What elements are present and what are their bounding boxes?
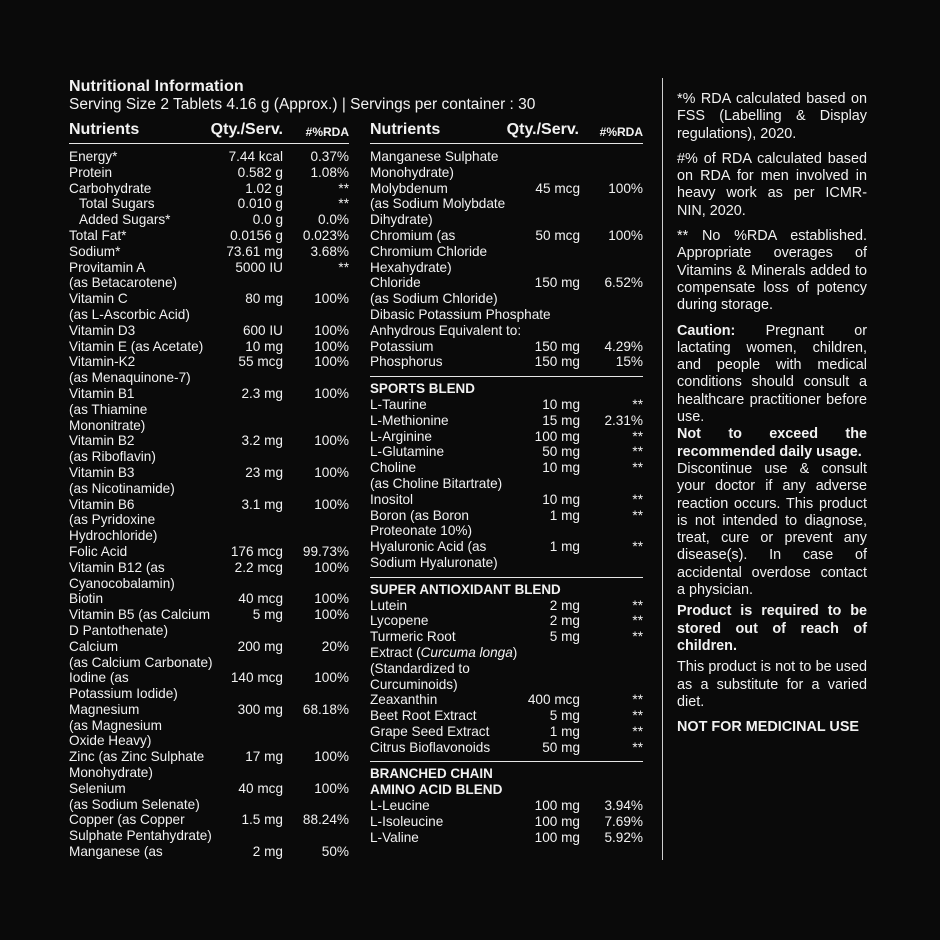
nutrient-qty: 23 mg — [245, 464, 283, 480]
nutrient-row — [370, 291, 643, 307]
nutrient-name: L-Arginine — [370, 428, 432, 444]
nutrient-name: (as Magnesium — [69, 717, 162, 733]
nutrient-name: Magnesium — [69, 701, 140, 717]
nutrient-row — [370, 724, 643, 740]
nutrient-qty: 55 mcg — [238, 354, 283, 370]
nutrient-name: Choline — [370, 460, 417, 476]
nutrient-row — [370, 307, 643, 323]
nutrient-rda: ** — [632, 491, 643, 507]
nutrient-rda: 68.18% — [302, 701, 349, 717]
nutrient-row — [69, 686, 349, 702]
nutrient-row — [69, 828, 349, 844]
nutrient-name: (as Betacarotene) — [69, 275, 178, 291]
nutrient-rda: 100% — [314, 780, 349, 796]
nutrient-name: Iodine (as — [69, 670, 129, 686]
nutrient-row — [69, 370, 349, 386]
nutrient-name: Vitamin D3 — [69, 322, 136, 338]
blend-section-title: AMINO ACID BLEND — [370, 782, 503, 798]
nutrient-row — [69, 339, 349, 355]
nutrient-qty: 100 mg — [534, 829, 580, 845]
nutrient-rda: 100% — [314, 385, 349, 401]
nutrient-qty: 1 mg — [549, 507, 580, 523]
nutrient-qty: 5 mg — [549, 708, 580, 724]
nutrient-row — [69, 418, 349, 434]
nutrient-rda: 100% — [314, 338, 349, 354]
nutrient-row — [69, 481, 349, 497]
nutrient-name: Calcium — [69, 638, 119, 654]
nutrient-row — [370, 323, 643, 339]
nutrient-qty: 1.5 mg — [241, 812, 283, 828]
nutrient-row — [69, 812, 349, 828]
nutrient-rda: ** — [632, 460, 643, 476]
nutrient-qty: 5 mg — [252, 607, 283, 623]
nutrient-rda: 100% — [608, 180, 643, 196]
nutrient-rda: 0.37% — [310, 149, 349, 164]
nutrient-name: (as Calcium Carbonate) — [69, 654, 213, 670]
nutrient-name: Turmeric Root — [370, 629, 456, 645]
nutrient-row — [370, 814, 643, 830]
nutrient-qty: 80 mg — [245, 291, 283, 307]
nutrient-rda: ** — [338, 196, 349, 212]
nutrient-qty: 50 mcg — [535, 227, 580, 243]
nutrient-qty: 17 mg — [245, 749, 283, 765]
nutrient-row — [370, 397, 643, 413]
label-header — [69, 78, 649, 114]
nutrient-name: Total Fat* — [69, 227, 127, 243]
nutrient-row — [69, 149, 349, 165]
nutrient-name: Total Sugars — [79, 196, 155, 212]
nutrient-qty: 400 mcg — [527, 692, 580, 708]
nutrient-name: (as Choline Bitartrate) — [370, 475, 503, 491]
nutrient-name: Vitamin E (as Acetate) — [69, 338, 204, 354]
nutrient-name: Extract (Curcuma longa) — [370, 644, 518, 660]
nutrient-row — [69, 560, 349, 576]
nutrient-qty: 73.61 mg — [226, 243, 283, 259]
nutrient-name: Citrus Bioflavonoids — [370, 739, 491, 755]
nutrient-row — [370, 645, 643, 661]
nutrient-qty: 600 IU — [242, 322, 283, 338]
nutrient-rda: 7.69% — [604, 813, 643, 829]
nutrient-row — [370, 413, 643, 429]
blend-section-title: BRANCHED CHAIN — [370, 761, 643, 782]
nutrient-row — [370, 740, 643, 756]
column-divider — [662, 78, 663, 860]
nutrient-row — [370, 798, 643, 814]
nutrient-row — [69, 354, 349, 370]
nutrient-row — [370, 677, 643, 693]
nutrient-rda: ** — [338, 259, 349, 275]
nutrient-name: Sulphate Pentahydrate) — [69, 828, 212, 844]
header-nutrients: Nutrients — [370, 121, 441, 138]
nutrient-row — [69, 639, 349, 655]
nutrient-qty: 7.44 kcal — [228, 149, 283, 164]
nutrient-name: L-Leucine — [370, 798, 430, 814]
nutrient-name: Mononitrate) — [69, 417, 146, 433]
nutrient-rda: 5.92% — [604, 829, 643, 845]
column-header — [370, 119, 643, 144]
nutrient-name: (as Sodium Molybdate — [370, 196, 506, 212]
nutrient-name: Sodium Hyaluronate) — [370, 554, 498, 570]
nutrient-name: Hydrochloride) — [69, 528, 158, 544]
nutrient-row — [370, 613, 643, 629]
nutrient-name: Added Sugars* — [79, 212, 171, 228]
nutrient-rda: ** — [632, 723, 643, 739]
nutrient-row — [370, 429, 643, 445]
nutrient-name: (as Nicotinamide) — [69, 480, 175, 496]
nutrient-name: Vitamin B3 — [69, 464, 135, 480]
nutrient-rda: 100% — [314, 322, 349, 338]
nutrient-qty: 10 mg — [542, 491, 580, 507]
nutrient-name: Chloride — [370, 275, 421, 291]
nutrient-row — [69, 623, 349, 639]
header-rda: #%RDA — [305, 125, 349, 139]
nutrient-rda: ** — [632, 539, 643, 555]
nutrient-rda: 0.023% — [302, 227, 349, 243]
nutrient-column-middle — [370, 119, 643, 845]
nutrient-row — [69, 512, 349, 528]
note-discontinue: Discontinue use & consult your doctor if any adverse reaction occurs. This product is not intended to diagnose, treat, cure or prevent any disease(s). In case of accidental overdose contact a physician. — [677, 460, 867, 599]
notes-column — [677, 91, 867, 744]
nutrient-row — [69, 402, 349, 418]
nutrient-name: (as L-Ascorbic Acid) — [69, 306, 190, 322]
nutrient-row — [370, 661, 643, 677]
nutrient-qty: 140 mcg — [230, 670, 283, 686]
nutrient-qty: 176 mcg — [230, 543, 283, 559]
nutrient-qty: 2.3 mg — [241, 385, 283, 401]
nutrient-name: Proteonate 10%) — [370, 523, 473, 539]
nutrient-row — [370, 260, 643, 276]
nutrient-row — [370, 244, 643, 260]
nutrient-qty: 10 mg — [542, 396, 580, 412]
nutrient-name: Curcuminoids) — [370, 676, 458, 692]
nutrient-row — [69, 212, 349, 228]
nutrient-qty: 100 mg — [534, 428, 580, 444]
nutrient-row — [370, 339, 643, 355]
nutrient-rda: ** — [632, 444, 643, 460]
nutrient-rda: 100% — [314, 354, 349, 370]
nutrient-name: Potassium Iodide) — [69, 686, 178, 702]
nutrient-row — [370, 555, 643, 571]
nutrient-rda: ** — [632, 708, 643, 724]
note-caution — [677, 323, 867, 427]
nutrient-name: L-Methionine — [370, 412, 449, 428]
nutrient-name: Phosphorus — [370, 354, 443, 370]
nutrient-name: Vitamin B12 (as — [69, 559, 165, 575]
nutrient-rows — [69, 149, 349, 860]
nutrient-row — [370, 508, 643, 524]
note-not-medicinal: NOT FOR MEDICINAL USE — [677, 719, 860, 736]
nutrient-rda: 4.29% — [604, 338, 643, 354]
note-rda-men: #% of RDA calculated based on RDA for men involved in heavy work as per ICMR-NIN, 2020. — [677, 150, 867, 219]
nutrient-name: Copper (as Copper — [69, 812, 185, 828]
nutrient-row — [370, 444, 643, 460]
nutrient-row — [370, 629, 643, 645]
nutrient-name: Zinc (as Zinc Sulphate — [69, 749, 205, 765]
nutrient-row — [370, 460, 643, 476]
nutrient-name: Chromium (as — [370, 227, 456, 243]
nutrient-name: (as Sodium Chloride) — [370, 291, 498, 307]
nutrient-qty: 40 mcg — [238, 780, 283, 796]
nutrient-row — [370, 523, 643, 539]
nutrient-name: Potassium — [370, 338, 434, 354]
nutrient-row — [69, 449, 349, 465]
nutrient-row — [370, 149, 643, 165]
nutrient-row — [370, 708, 643, 724]
nutrient-qty: 3.2 mg — [241, 433, 283, 449]
nutrient-row — [69, 591, 349, 607]
nutrient-name: (as Riboflavin) — [69, 449, 156, 465]
nutrient-rda: ** — [632, 739, 643, 755]
nutrient-rda: ** — [338, 180, 349, 196]
nutrient-name: L-Isoleucine — [370, 813, 444, 829]
nutrient-name: Vitamin C — [69, 291, 128, 307]
nutrient-row — [69, 181, 349, 197]
nutrient-qty: 10 mg — [245, 338, 283, 354]
header-qty: Qty./Serv. — [210, 121, 283, 138]
nutrient-name: Vitamin B2 — [69, 433, 135, 449]
header-nutrients: Nutrients — [69, 121, 140, 138]
nutrient-rows — [370, 149, 643, 845]
nutrient-row — [370, 598, 643, 614]
nutrient-row — [370, 692, 643, 708]
nutrient-row — [69, 244, 349, 260]
nutrient-name: Chromium Chloride — [370, 243, 488, 259]
nutrient-rda: 99.73% — [302, 543, 349, 559]
nutrient-name: L-Glutamine — [370, 444, 445, 460]
blend-section-title: SPORTS BLEND — [370, 376, 643, 397]
header-rda: #%RDA — [599, 125, 643, 139]
nutrient-row — [69, 260, 349, 276]
note-substitute: This product is not to be used as a substitute for a varied diet. — [677, 659, 867, 710]
nutrient-name: Manganese (as — [69, 844, 163, 860]
nutrient-qty: 150 mg — [534, 338, 580, 354]
nutrient-row — [69, 275, 349, 291]
nutrient-rda: 100% — [314, 607, 349, 623]
nutrient-row — [69, 307, 349, 323]
nutrient-rda: ** — [632, 613, 643, 629]
nutrient-qty: 40 mcg — [238, 591, 283, 607]
nutrient-name: Beet Root Extract — [370, 708, 477, 724]
nutrient-rda: 1.08% — [310, 164, 349, 180]
nutrient-qty: 5 mg — [549, 629, 580, 645]
nutrient-name: Dihydrate) — [370, 212, 433, 228]
nutrient-row — [69, 386, 349, 402]
nutrient-qty: 50 mg — [542, 444, 580, 460]
nutrient-name: (as Pyridoxine — [69, 512, 156, 528]
nutrient-row — [69, 433, 349, 449]
nutrient-rda: ** — [632, 692, 643, 708]
nutrient-rda: 3.94% — [604, 798, 643, 814]
nutrient-row — [69, 323, 349, 339]
nutrient-row — [69, 781, 349, 797]
nutrient-row — [370, 212, 643, 228]
nutrient-rda: 100% — [314, 749, 349, 765]
nutrient-rda: ** — [632, 396, 643, 412]
nutrient-rda: ** — [632, 629, 643, 645]
nutrient-qty: 50 mg — [542, 739, 580, 755]
nutrient-qty: 5000 IU — [235, 259, 283, 275]
note-not-exceed: Not to exceed the recommended daily usage. — [677, 426, 867, 460]
nutrient-row — [370, 830, 643, 846]
nutrient-qty: 2 mg — [252, 844, 283, 860]
nutrient-rda: 100% — [314, 433, 349, 449]
nutrient-qty: 15 mg — [542, 412, 580, 428]
nutrient-name: Vitamin-K2 — [69, 354, 136, 370]
nutrient-row — [69, 702, 349, 718]
nutrient-row — [69, 497, 349, 513]
nutrient-row — [370, 354, 643, 370]
nutrient-rda: 100% — [314, 291, 349, 307]
nutrient-row — [69, 165, 349, 181]
nutrient-name: Vitamin B5 (as Calcium — [69, 607, 211, 623]
caution-text: Pregnant or lactating women, children, and people with medical conditions should consult a healthcare practitioner before use. — [677, 322, 867, 426]
nutrient-rda: 88.24% — [302, 812, 349, 828]
nutrient-row — [370, 165, 643, 181]
nutrient-name: Energy* — [69, 149, 118, 164]
nutrient-row — [69, 544, 349, 560]
nutrient-qty: 150 mg — [534, 354, 580, 370]
nutrient-name: Hyaluronic Acid (as — [370, 539, 487, 555]
nutrient-name: Provitamin A — [69, 259, 146, 275]
nutrient-name: Boron (as Boron — [370, 507, 469, 523]
nutrient-name: Folic Acid — [69, 543, 128, 559]
nutrient-name: Oxide Heavy) — [69, 733, 152, 749]
nutrient-rda: ** — [632, 597, 643, 613]
nutrient-name: Biotin — [69, 591, 104, 607]
nutrient-qty: 1.02 g — [245, 180, 283, 196]
nutrient-row — [370, 476, 643, 492]
nutrient-qty: 1 mg — [549, 723, 580, 739]
nutrient-qty: 0.0156 g — [230, 227, 283, 243]
nutrient-name: Molybdenum — [370, 180, 448, 196]
nutrient-rda: 100% — [314, 670, 349, 686]
nutrient-qty: 0.010 g — [237, 196, 283, 212]
nutrient-row — [69, 655, 349, 671]
nutrient-row — [370, 181, 643, 197]
nutrient-name: (as Menaquinone-7) — [69, 370, 191, 386]
nutrient-row — [69, 607, 349, 623]
nutrient-name: Protein — [69, 164, 113, 180]
nutrient-rda: 20% — [321, 638, 349, 654]
nutrient-qty: 200 mg — [237, 638, 283, 654]
nutrient-row — [69, 718, 349, 734]
nutrient-column-left — [69, 119, 349, 860]
nutrient-name: Dibasic Potassium Phosphate — [370, 306, 551, 322]
note-storage: Product is required to be stored out of reach of children. — [677, 603, 867, 654]
nutrient-row — [69, 749, 349, 765]
nutrient-rda: ** — [632, 428, 643, 444]
nutrient-rda: 50% — [321, 844, 349, 860]
nutrient-rda: 100% — [314, 496, 349, 512]
nutrient-name: Monohydrate) — [69, 765, 153, 781]
nutrient-rda: 100% — [608, 227, 643, 243]
column-header — [69, 119, 349, 144]
nutrient-row — [370, 228, 643, 244]
nutrient-row — [69, 576, 349, 592]
serving-info: Serving Size 2 Tablets 4.16 g (Approx.) | Servings per container : 30 — [69, 96, 536, 113]
nutrient-qty: 0.0 g — [252, 212, 283, 228]
nutrient-rda: 2.31% — [604, 412, 643, 428]
nutrient-name: Carbohydrate — [69, 180, 152, 196]
nutrient-name: Zeaxanthin — [370, 692, 438, 708]
nutrient-name: Hexahydrate) — [370, 259, 452, 275]
nutrient-name: Lycopene — [370, 613, 429, 629]
nutrient-row — [69, 765, 349, 781]
nutrient-row — [370, 196, 643, 212]
nutrient-row — [69, 528, 349, 544]
nutrient-rda: 15% — [615, 354, 643, 370]
nutrient-rda: 6.52% — [604, 275, 643, 291]
nutrient-name: L-Valine — [370, 829, 419, 845]
nutrient-qty: 100 mg — [534, 813, 580, 829]
nutrient-name: (Standardized to — [370, 660, 470, 676]
nutrient-name: Inositol — [370, 491, 414, 507]
nutrient-name: Vitamin B6 — [69, 496, 135, 512]
nutrient-name: (as Sodium Selenate) — [69, 796, 200, 812]
nutrient-rda: 0.0% — [318, 212, 349, 228]
nutrient-row — [69, 670, 349, 686]
nutrient-name: D Pantothenate) — [69, 622, 168, 638]
note-no-rda: ** No %RDA established. Appropriate overages of Vitamins & Minerals added to compensate loss of potency during storage. — [677, 228, 867, 314]
nutrient-qty: 10 mg — [542, 460, 580, 476]
nutrient-qty: 300 mg — [237, 701, 283, 717]
nutrient-row — [69, 465, 349, 481]
nutrient-qty: 2 mg — [549, 613, 580, 629]
nutrient-qty: 45 mcg — [535, 180, 580, 196]
nutrient-qty: 0.582 g — [237, 164, 283, 180]
nutrient-row — [69, 733, 349, 749]
nutrient-name: Vitamin B1 — [69, 385, 135, 401]
header-qty: Qty./Serv. — [506, 121, 579, 138]
nutrient-name: Sodium* — [69, 243, 121, 259]
nutrient-qty: 1 mg — [549, 539, 580, 555]
nutrient-qty: 2 mg — [549, 597, 580, 613]
nutrient-rda: 100% — [314, 591, 349, 607]
nutrient-qty: 3.1 mg — [241, 496, 283, 512]
note-rda-basis: *% RDA calculated based on FSS (Labelling & Display regulations), 2020. — [677, 91, 867, 142]
nutrient-row — [69, 844, 349, 860]
nutrient-name: (as Thiamine — [69, 401, 148, 417]
nutrient-name: Lutein — [370, 597, 408, 613]
nutrient-qty: 2.2 mcg — [234, 559, 283, 575]
nutrient-rda: ** — [632, 507, 643, 523]
nutrient-row — [69, 291, 349, 307]
nutrient-row — [69, 196, 349, 212]
nutrient-rda: 100% — [314, 464, 349, 480]
nutrient-rda: 3.68% — [310, 243, 349, 259]
nutrient-row — [370, 492, 643, 508]
nutrient-row — [69, 228, 349, 244]
nutrient-row — [370, 539, 643, 555]
nutrient-name: Manganese Sulphate — [370, 149, 499, 164]
nutrient-qty: 100 mg — [534, 798, 580, 814]
label-title: Nutritional Information — [69, 78, 244, 95]
nutrient-name: Anhydrous Equivalent to: — [370, 322, 522, 338]
nutrient-name: Selenium — [69, 780, 126, 796]
nutrient-name: Grape Seed Extract — [370, 723, 490, 739]
blend-section-title: SUPER ANTIOXIDANT BLEND — [370, 577, 643, 598]
nutrient-rda: 100% — [314, 559, 349, 575]
nutrient-qty: 150 mg — [534, 275, 580, 291]
nutrient-row — [370, 275, 643, 291]
nutrient-name: Cyanocobalamin) — [69, 575, 175, 591]
caution-label: Caution: — [677, 322, 736, 339]
nutrient-name: L-Taurine — [370, 396, 427, 412]
nutrient-row — [69, 797, 349, 813]
nutrient-name: Monohydrate) — [370, 164, 454, 180]
